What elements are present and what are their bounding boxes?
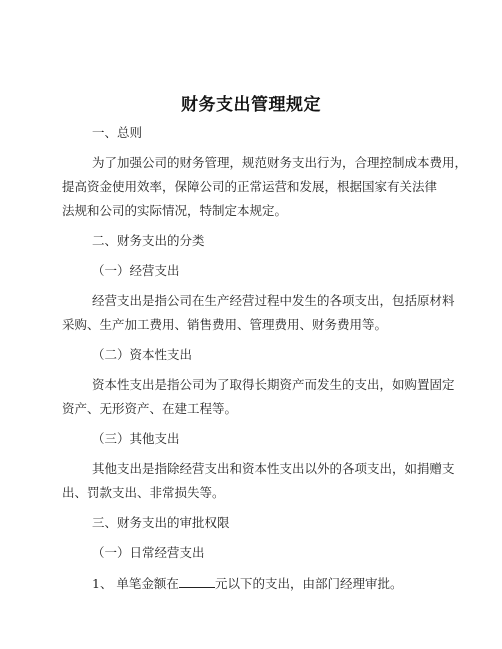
section-heading-approval: 三、财务支出的审批权限 xyxy=(92,515,230,530)
paragraph-line: 提高资金使用效率，保障公司的正常运营和发展，根据国家有关法律 xyxy=(62,179,438,194)
paragraph-line: 为了加强公司的财务管理，规范财务支出行为，合理控制成本费用， xyxy=(92,155,468,170)
section-heading-classification: 二、财务支出的分类 xyxy=(92,233,205,248)
paragraph-line: 其他支出是指除经营支出和资本性支出以外的各项支出，如捐赠支 xyxy=(92,461,455,476)
paragraph-line: 采购、生产加工费用、销售费用、管理费用、财务费用等。 xyxy=(62,317,388,332)
subsection-heading-operating: （一）经营支出 xyxy=(92,263,180,278)
list-item-prefix: 1、 单笔金额在 xyxy=(92,576,179,591)
paragraph-line: 资产、无形资产、在建工程等。 xyxy=(62,401,238,416)
subsection-heading-other: （三）其他支出 xyxy=(92,431,180,446)
list-item-suffix: 元以下的支出，由部门经理审批。 xyxy=(214,576,403,591)
amount-blank xyxy=(179,576,215,588)
section-heading-general: 一、总则 xyxy=(92,125,143,140)
paragraph-line: 出、罚款支出、非常损失等。 xyxy=(62,485,225,500)
subsection-heading-daily-operating: （一）日常经营支出 xyxy=(92,545,205,560)
paragraph-line: 法规和公司的实际情况，特制定本规定。 xyxy=(62,203,288,218)
paragraph-line: 资本性支出是指公司为了取得长期资产而发生的支出，如购置固定 xyxy=(92,377,455,392)
list-item xyxy=(92,576,402,591)
paragraph-line: 经营支出是指公司在生产经营过程中发生的各项支出，包括原材料 xyxy=(92,293,455,308)
document-title: 财务支出管理规定 xyxy=(181,95,321,115)
subsection-heading-capital: （二）资本性支出 xyxy=(92,347,193,362)
